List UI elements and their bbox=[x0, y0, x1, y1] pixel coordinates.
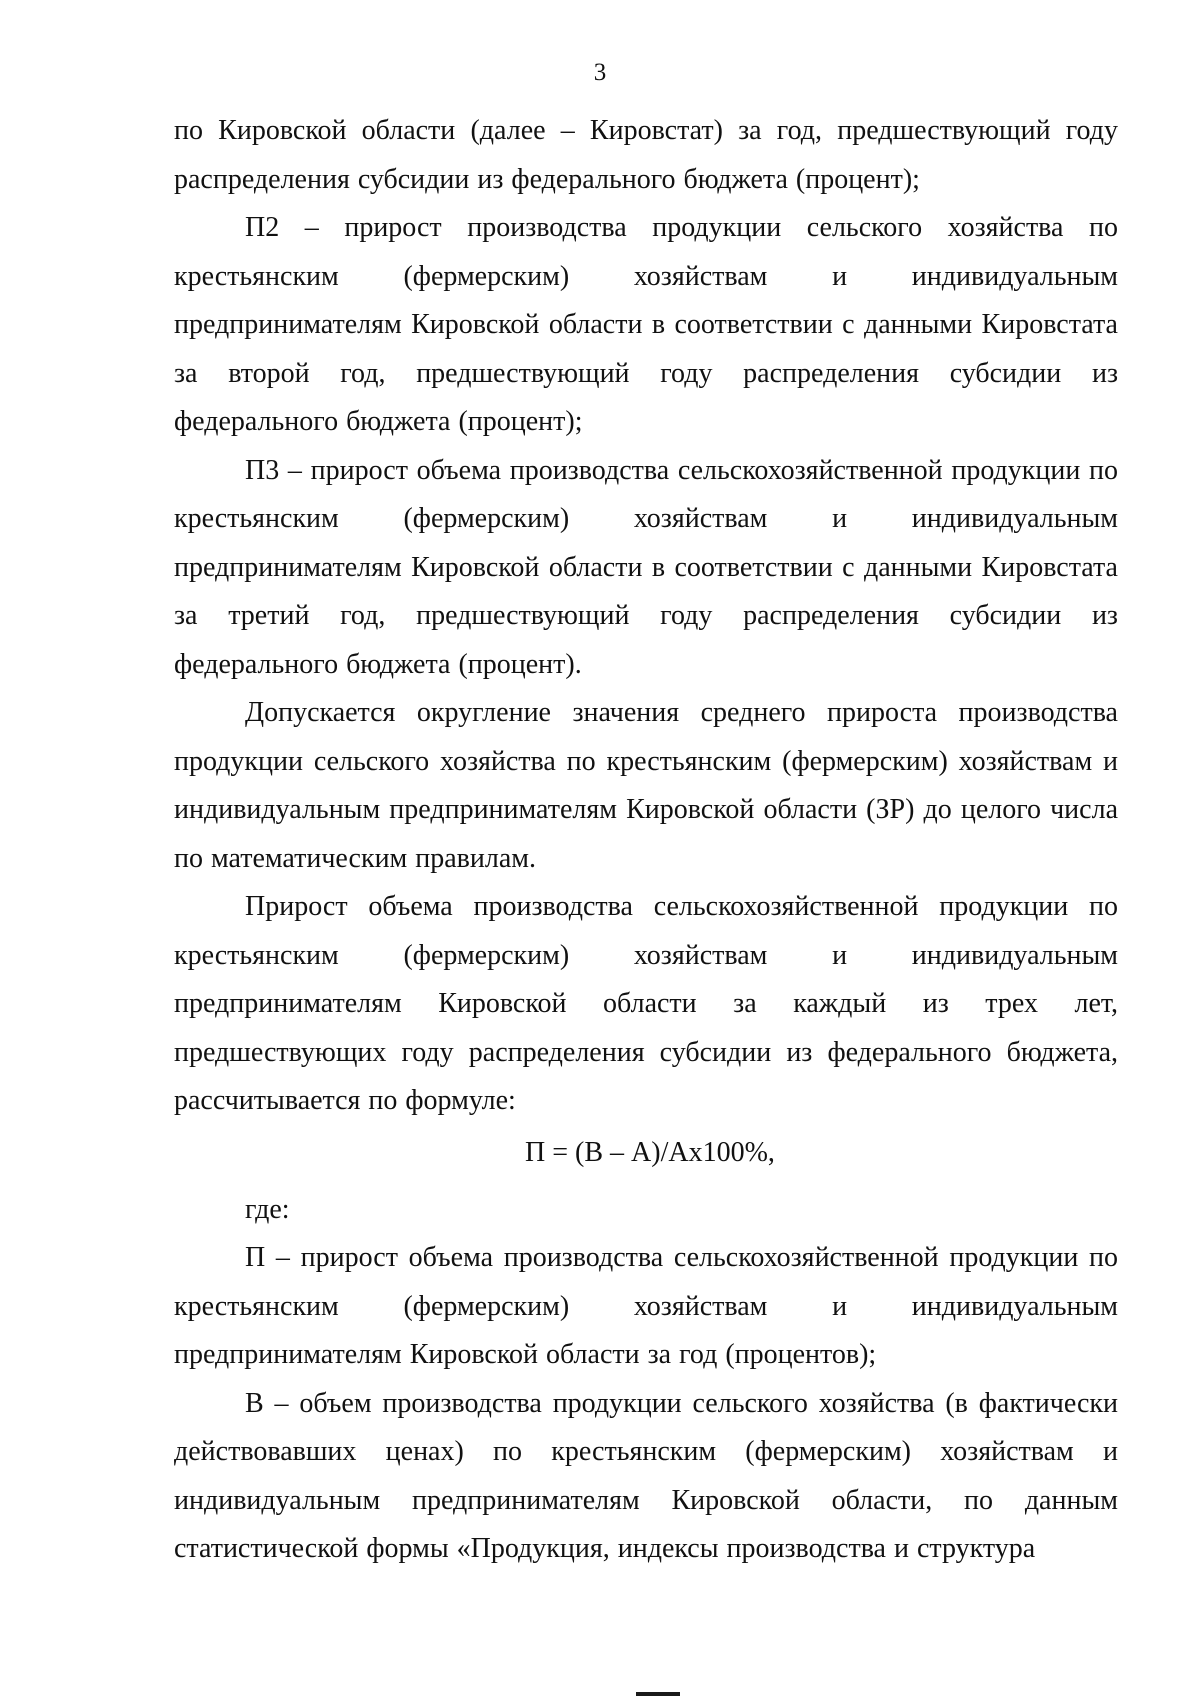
page-edge-mark bbox=[636, 1692, 680, 1696]
paragraph-rounding-rule: Допускается округление значения среднего прироста производства продукции сельского хозяйства по крестьянским (фермерским) хозяйствам и индивидуальным предпринимателям Кировской области (ЗР) до целого числа по математическим правилам. bbox=[174, 697, 1118, 874]
where-label: где: bbox=[245, 1193, 290, 1225]
paragraph-p3-definition: П3 – прирост объема производства сельскохозяйственной продукции по крестьянским (фермерским) хозяйствам и индивидуальным предпринимателям Кировской области в соответствии с данными Кировстата за третий год, предшествующий году распределения субсидии из федерального бюджета (процент). bbox=[174, 454, 1118, 680]
definition-b: В – объем производства продукции сельского хозяйства (в фактически действовавших ценах) по крестьянским (фермерским) хозяйствам и индивидуальным предпринимателям Кировской области, по данным статистической формы «Продукция, индексы производства и структура bbox=[174, 1387, 1118, 1564]
paragraph-formula-intro: Прирост объема производства сельскохозяйственной продукции по крестьянским (фермерским) хозяйствам и индивидуальным предпринимателям Кировской области за каждый из трех лет, предшествующих году распределения субсидии из федерального бюджета, рассчитывается по формуле: bbox=[174, 891, 1118, 1116]
paragraph-continuation: по Кировской области (далее – Кировстат) за год, предшествующий году распределения субсидии из федерального бюджета (процент); bbox=[174, 115, 1118, 195]
document-body bbox=[174, 107, 1118, 1574]
growth-formula: П = (В – А)/Ах100%, bbox=[525, 1136, 775, 1168]
page-number: 3 bbox=[593, 59, 607, 86]
paragraph-p2-definition: П2 – прирост производства продукции сельского хозяйства по крестьянским (фермерским) хозяйствам и индивидуальным предпринимателям Кировской области в соответствии с данными Кировстата за второй год, предшествующий году распределения субсидии из федерального бюджета (процент); bbox=[174, 212, 1118, 437]
definition-p: П – прирост объема производства сельскохозяйственной продукции по крестьянским (фермерским) хозяйствам и индивидуальным предпринимателям Кировской области за год (процентов); bbox=[174, 1242, 1118, 1370]
